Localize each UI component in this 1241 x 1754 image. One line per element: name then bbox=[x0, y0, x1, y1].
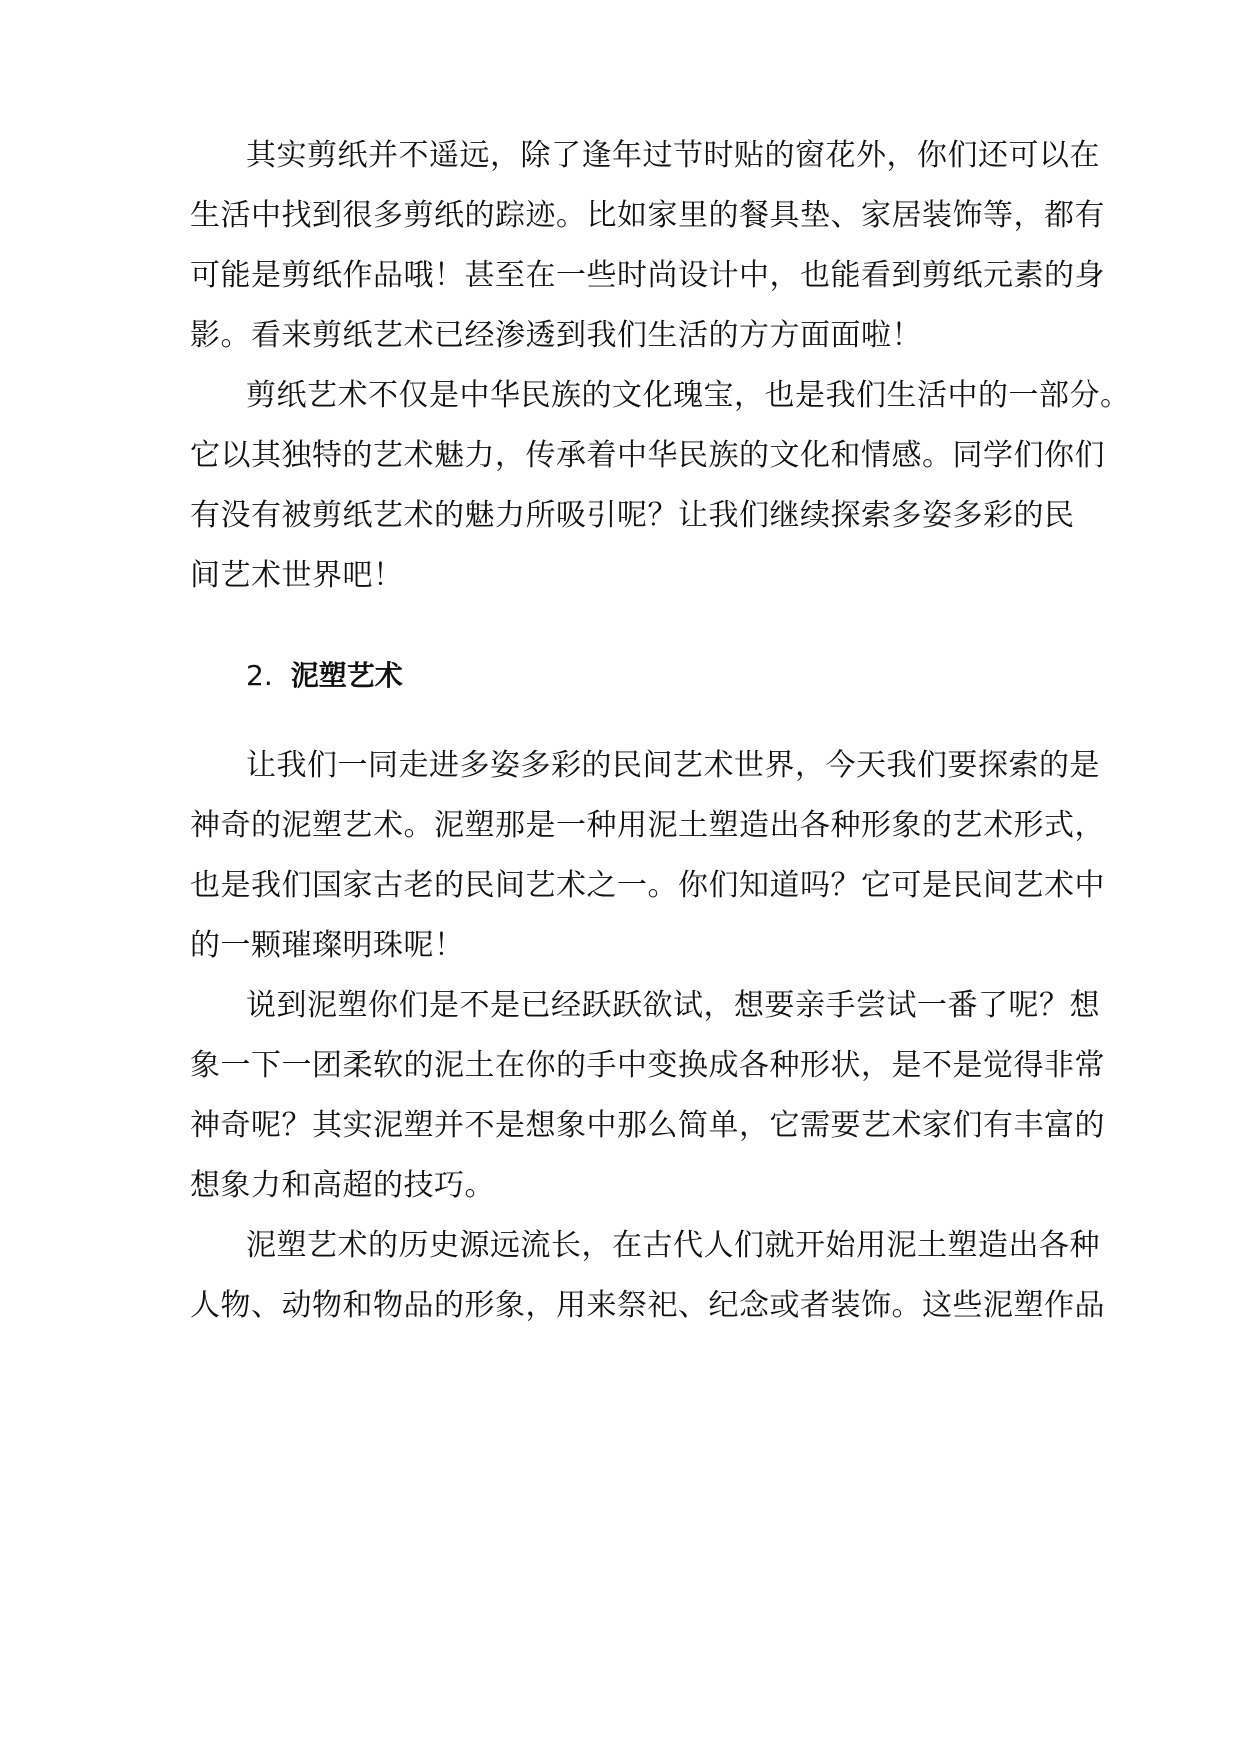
paragraph-1-line-2: 生活中找到很多剪纸的踪迹。比如家里的餐具垫、家居装饰等，都有 bbox=[190, 198, 1105, 233]
paragraph-2-line-2: 它以其独特的艺术魅力，传承着中华民族的文化和情感。同学们你们 bbox=[190, 438, 1105, 473]
section-paragraph-3-line-2: 人物、动物和物品的形象，用来祭祀、纪念或者装饰。这些泥塑作品 bbox=[190, 1288, 1105, 1323]
section-paragraph-2-line-1: 说到泥塑你们是不是已经跃跃欲试，想要亲手尝试一番了呢？想 bbox=[246, 988, 1100, 1023]
section-paragraph-1-line-3: 也是我们国家古老的民间艺术之一。你们知道吗？它可是民间艺术中 bbox=[190, 868, 1105, 903]
section-paragraph-1-line-1: 让我们一同走进多姿多彩的民间艺术世界，今天我们要探索的是 bbox=[246, 748, 1100, 783]
paragraph-2-line-1: 剪纸艺术不仅是中华民族的文化瑰宝，也是我们生活中的一部分。 bbox=[246, 378, 1131, 413]
section-title: 泥塑艺术 bbox=[290, 659, 403, 692]
section-paragraph-2-line-3: 神奇呢？其实泥塑并不是想象中那么简单，它需要艺术家们有丰富的 bbox=[190, 1108, 1105, 1143]
section-heading bbox=[246, 656, 403, 696]
section-paragraph-1-line-2: 神奇的泥塑艺术。泥塑那是一种用泥土塑造出各种形象的艺术形式， bbox=[190, 808, 1105, 843]
section-paragraph-2-line-2: 象一下一团柔软的泥土在你的手中变换成各种形状，是不是觉得非常 bbox=[190, 1048, 1105, 1083]
paragraph-1-line-1: 其实剪纸并不遥远，除了逢年过节时贴的窗花外，你们还可以在 bbox=[246, 138, 1100, 173]
paragraph-2-line-4: 间艺术世界吧！ bbox=[190, 558, 404, 593]
paragraph-2-line-3: 有没有被剪纸艺术的魅力所吸引呢？让我们继续探索多姿多彩的民 bbox=[190, 498, 1075, 533]
section-number: 2. bbox=[246, 659, 273, 692]
paragraph-1-line-3: 可能是剪纸作品哦！甚至在一些时尚设计中，也能看到剪纸元素的身 bbox=[190, 258, 1105, 293]
section-paragraph-2-line-4: 想象力和高超的技巧。 bbox=[190, 1168, 495, 1203]
paragraph-1-line-4: 影。看来剪纸艺术已经渗透到我们生活的方方面面啦！ bbox=[190, 318, 922, 353]
section-paragraph-1-line-4: 的一颗璀璨明珠呢！ bbox=[190, 928, 465, 963]
section-paragraph-3-line-1: 泥塑艺术的历史源远流长，在古代人们就开始用泥土塑造出各种 bbox=[246, 1228, 1100, 1263]
